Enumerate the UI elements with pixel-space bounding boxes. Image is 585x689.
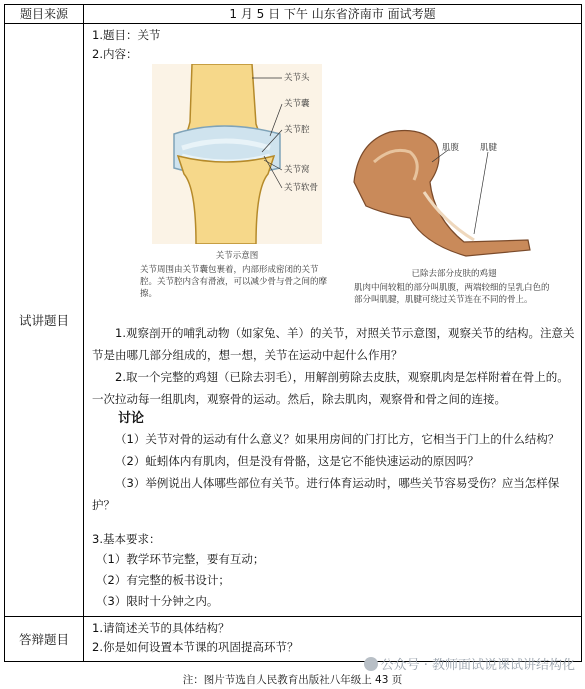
spacer xyxy=(92,516,575,530)
wing-caption-body: 肌肉中间较粗的部分叫肌腹，两端较细的呈乳白色的部分叫肌腱，肌腱可绕过关节连在不同的骨上。 xyxy=(354,283,550,305)
watermark-text: 公众号 · 教师面试说课试讲结构化 xyxy=(380,658,575,673)
discussion-question-2: （2）蚯蚓体内有肌肉，但是没有骨骼，这是它不能快速运动的原因吗？ xyxy=(115,454,479,468)
callout-tendon: 肌腱 xyxy=(480,143,498,153)
chicken-wing-image xyxy=(344,122,534,262)
header-row xyxy=(5,5,582,24)
discussion-question-1: （1）关节对骨的运动有什么意义？如果用房间的门打比方，它相当于门上的什么结构？ xyxy=(115,432,560,446)
requirement-2: （2）有完整的板书设计； xyxy=(96,573,230,587)
wechat-icon xyxy=(364,657,378,671)
interview-table xyxy=(4,4,582,662)
defense-question-1: 1.请简述关节的具体结构？ xyxy=(92,621,230,635)
callout-joint-cavity: 关节腔 xyxy=(284,125,310,135)
callout-joint-capsule: 关节囊 xyxy=(284,99,310,109)
requirement-1: （1）教学环节完整，要有互动； xyxy=(96,552,265,566)
header-exam-info: 1 月 5 日 下午 山东省济南市 面试考题 xyxy=(84,5,582,24)
discussion-heading: 讨论 xyxy=(118,411,145,426)
requirement-3: （3）限时十分钟之内。 xyxy=(96,594,219,608)
lecture-row xyxy=(5,24,582,617)
callout-joint-head: 关节头 xyxy=(284,73,310,83)
joint-diagram xyxy=(152,64,322,244)
wing-caption-title: 已除去部分皮肤的鸡翅 xyxy=(411,269,497,279)
content-heading: 2.内容： xyxy=(92,47,138,61)
joint-caption-body: 关节周围由关节囊包裹着，内部形成密闭的关节腔。关节腔内含有滑液，可以减少骨与骨之间的摩擦。 xyxy=(140,265,328,299)
footnote: 注：图片节选自人民教育出版社八年级上 43 页 xyxy=(182,674,403,686)
callout-muscle-belly: 肌腹 xyxy=(442,143,460,153)
activity-paragraph-2: 2.取一个完整的鸡翅（已除去羽毛），用解剖剪除去皮肤，观察肌肉是怎样附着在骨上的。一次拉动每一组肌肉，观察骨的运动。然后，除去肌肉，观察骨和骨之间的连接。 xyxy=(92,370,569,406)
topic-title: 1.题目：关节 xyxy=(92,28,161,42)
header-source-label: 题目来源 xyxy=(5,5,84,24)
requirements-heading: 3.基本要求： xyxy=(92,532,161,546)
callout-cartilage: 关节软骨 xyxy=(284,183,319,193)
defense-label: 答辩题目 xyxy=(5,617,84,662)
defense-question-2: 2.你是如何设置本节课的巩固提高环节？ xyxy=(92,640,299,654)
discussion-question-3: （3）举例说出人体哪些部位有关节。进行体育运动时，哪些关节容易受伤？应当怎样保护？ xyxy=(92,476,560,512)
lecture-label: 试讲题目 xyxy=(5,24,84,617)
wechat-watermark xyxy=(364,654,575,673)
joint-caption-title: 关节示意图 xyxy=(215,251,259,261)
callout-joint-socket: 关节窝 xyxy=(284,165,310,175)
figures xyxy=(92,64,575,322)
lecture-content xyxy=(84,24,582,617)
activity-paragraph-1: 1.观察剖开的哺乳动物（如家兔、羊）的关节，对照关节示意图，观察关节的结构。注意关节是由哪几部分组成的，想一想，关节在运动中起什么作用？ xyxy=(92,326,575,362)
